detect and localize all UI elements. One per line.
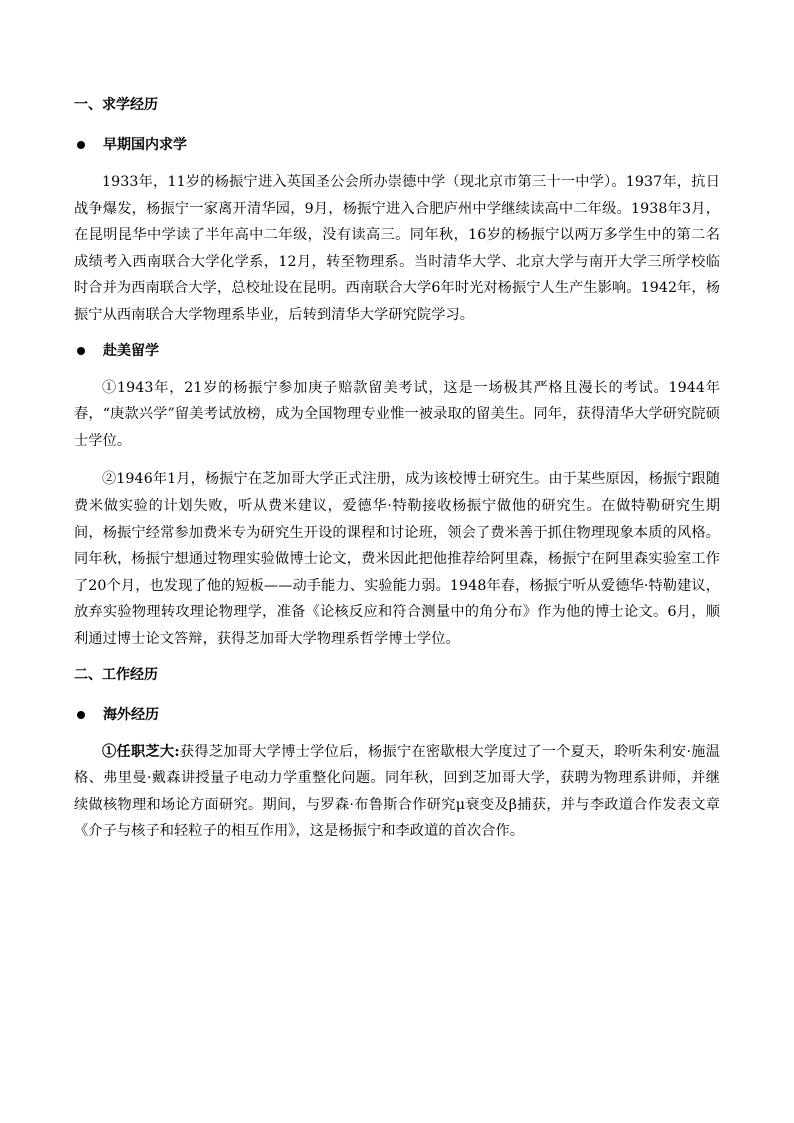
bullet-dot-icon — [77, 141, 85, 149]
bullet-label: 海外经历 — [103, 706, 159, 723]
bullet-early-study — [74, 135, 720, 155]
section-heading-work: 二、工作经历 — [74, 666, 158, 683]
bullet-dot-icon — [77, 711, 85, 719]
paragraph-lead: ①任职芝大: — [102, 743, 180, 760]
paragraph-study-abroad-1: ①1943年，21岁的杨振宁参加庚子赔款留美考试，这是一场极其严格且漫长的考试。1944年春，“庚款兴学”留美考试放榜，成为全国物理专业惟一被录取的留美生。同年，获得清华大学研究院硕士学位。 — [74, 379, 720, 449]
paragraph-body: 获得芝加哥大学博士学位后，杨振宁在密歇根大学度过了一个夏天，聆听朱利安·施温格、弗里曼·戴森讲授量子电动力学重整化问题。同年秋，回到芝加哥大学，获聘为物理系讲师，并继续做核物理和场论方面研究。期间，与罗森·布鲁斯合作研究μ衰变及β捕获，并与李政道合作发表文章《介子与核子和轻粒子的相互作用》，这是杨振宁和李政道的首次合作。 — [74, 743, 720, 840]
paragraph-overseas — [74, 739, 720, 845]
bullet-label: 赴美留学 — [103, 342, 159, 359]
bullet-label: 早期国内求学 — [103, 137, 187, 153]
bullet-dot-icon — [77, 347, 85, 355]
bullet-study-abroad — [74, 341, 720, 361]
section-heading-education: 一、求学经历 — [74, 97, 158, 113]
paragraph-study-abroad-2: ②1946年1月，杨振宁在芝加哥大学正式注册，成为该校博士研究生。由于某些原因，杨振宁跟随费米做实验的计划失败，听从费米建议，爱德华·特勒接收杨振宁做他的研究生。在做特勒研究生期间，杨振宁经常参加费米专为研究生开设的课程和讨论班，领会了费米善于抓住物理现象本质的风格。同年秋，杨振宁想通过物理实验做博士论文，费米因此把他推荐给阿里森，杨振宁在阿里森实验室工作了20个月，也发现了他的短板——动手能力、实验能力弱。1948年春，杨振宁听从爱德华·特勒建议，放弃实验物理转攻理论物理学，准备《论核反应和符合测量中的角分布》作为他的博士论文。6月，顺利通过博士论文答辩，获得芝加哥大学物理系哲学博士学位。 — [74, 471, 720, 647]
bullet-overseas — [74, 705, 720, 725]
paragraph-early-study: 1933年，11岁的杨振宁进入英国圣公会所办崇德中学（现北京市第三十一中学）。1937年，抗日战争爆发，杨振宁一家离开清华园，9月，杨振宁进入合肥庐州中学继续读高中二年级。1938年3月，在昆明昆华中学读了半年高中二年级，没有读高三。同年秋，16岁的杨振宁以两万多学生中的第二名成绩考入西南联合大学化学系，12月，转至物理系。当时清华大学、北京大学与南开大学三所学校临时合并为西南联合大学，总校址设在昆明。西南联合大学6年时光对杨振宁人生产生影响。1942年，杨振宁从西南联合大学物理系毕业，后转到清华大学研究院学习。 — [74, 174, 720, 323]
